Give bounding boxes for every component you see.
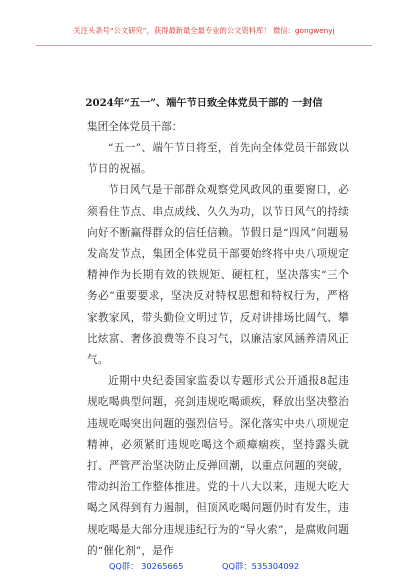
header-divider [36,45,372,46]
document-title: 2024年“五一”、端午节日致全体党员干部的 一封信 [85,97,323,109]
paragraph-2: 节日风气是干部群众观察党风政风的重要窗口，必须看住节点、串点成线、久久为功，以节日风气的持续向好不断赢得群众的信任信赖。节假日是“四风”问题易发高发节点，集团全体党员干部要始终将中央八项规定精神作为长期有效的铁规矩、硬杠杠，坚决落实“三个务必”重要要求，坚决反对特权思想和特权行为，严格家教家风，带头勤俭文明过节，反对讲排场比阔气、攀比炫富、奢侈浪费等不良习气，以廉洁家风涵养清风正气。 [87,184,349,367]
footer-qq-group-2: QQ群：535304092 [222,561,300,571]
header-banner: 关注头条号“公文研究”，获得最新最全最专业的公文资料库！ 微信：gongwenyj [73,26,335,35]
salutation: 集团全体党员干部： [87,121,183,133]
footer [0,560,408,572]
paragraph-1: “五一”、端午节日将至，首先向全体党员干部致以节日的祝福。 [87,142,349,176]
paragraph-3: 近期中央纪委国家监委以专题形式公开通报8起违规吃喝典型问题，亮剑违规吃喝顽疾，释放出坚决整治违规吃喝突出问题的强烈信号。深化落实中央八项规定精神，必须紧盯违规吃喝这个顽瘴痼疾，坚持露头就打、严管严治坚决防止反弹回潮，以重点问题的突破，带动纠治工作整体推进。党的十八大以来，违规大吃大喝之风得到有力遏制，但顶风吃喝问题仍时有发生，违规吃喝是大部分违规违纪行为的“导火索”，是腐败问题的“催化剂”，是作 [87,375,349,557]
document-body [87,117,349,562]
footer-qq-group-1: QQ群： 30265665 [108,561,184,571]
